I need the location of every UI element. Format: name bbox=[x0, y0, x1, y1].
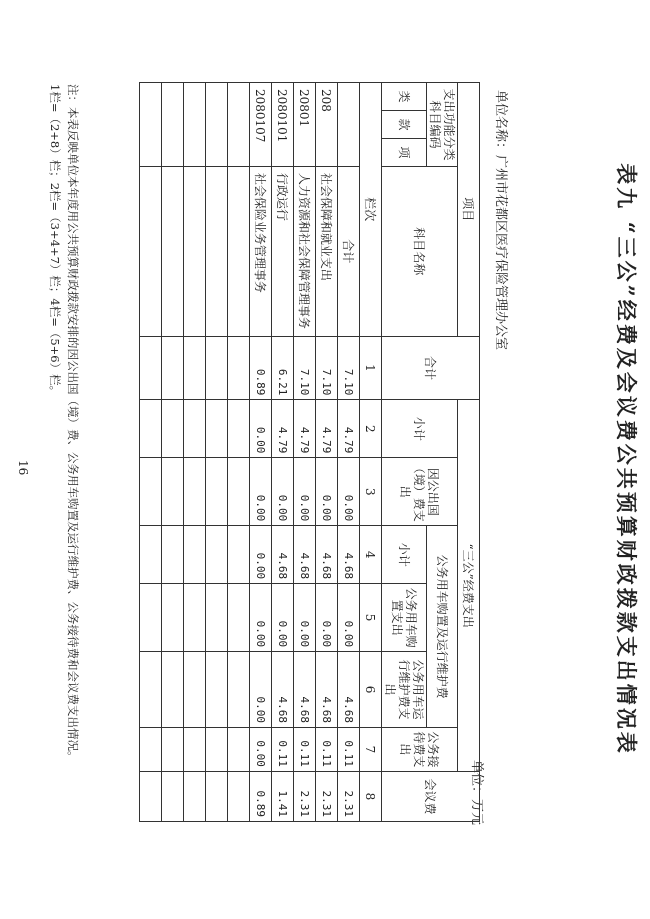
empty-row bbox=[162, 83, 184, 822]
row-value: 0.00 bbox=[294, 458, 316, 526]
empty-cell bbox=[140, 727, 162, 771]
row-value: 2.31 bbox=[338, 771, 360, 821]
header-subject-name: 科目名称 bbox=[382, 166, 458, 336]
empty-cell bbox=[184, 771, 206, 821]
header-project: 项目 bbox=[458, 83, 480, 337]
empty-cell bbox=[184, 166, 206, 336]
row-value: 0.00 bbox=[338, 584, 360, 652]
empty-cell bbox=[140, 584, 162, 652]
table-row bbox=[272, 83, 294, 822]
row-value: 4.68 bbox=[272, 652, 294, 728]
col-num: 2 bbox=[360, 400, 382, 458]
table-row bbox=[316, 83, 338, 822]
row-value: 2.31 bbox=[316, 771, 338, 821]
row-subject-name: 人力资源和社会保障管理事务 bbox=[294, 166, 316, 336]
row-value: 7.10 bbox=[338, 336, 360, 400]
row-code: 20801 bbox=[294, 83, 316, 167]
empty-cell bbox=[162, 400, 184, 458]
col-num: 5 bbox=[360, 584, 382, 652]
row-value: 0.11 bbox=[294, 727, 316, 771]
header-sangong: “三公”经费支出 bbox=[458, 400, 480, 772]
table-row bbox=[338, 83, 360, 822]
empty-cell bbox=[206, 727, 228, 771]
empty-row bbox=[184, 83, 206, 822]
empty-cell bbox=[140, 526, 162, 584]
row-subject-name: 合计 bbox=[338, 166, 360, 336]
col-num: 3 bbox=[360, 458, 382, 526]
empty-cell bbox=[162, 771, 184, 821]
row-code: 2080101 bbox=[272, 83, 294, 167]
empty-cell bbox=[228, 166, 250, 336]
empty-cell bbox=[140, 400, 162, 458]
row-value: 7.10 bbox=[294, 336, 316, 400]
row-value: 4.68 bbox=[294, 652, 316, 728]
table-row bbox=[250, 83, 272, 822]
empty-cell bbox=[184, 584, 206, 652]
header-vehicle-purchase: 公务用车购置支出 bbox=[382, 584, 427, 652]
empty-cell bbox=[162, 652, 184, 728]
header-abroad: 因公出国（境）费支出 bbox=[382, 458, 458, 526]
empty-cell bbox=[228, 652, 250, 728]
expenditure-table bbox=[139, 82, 480, 822]
empty-cell bbox=[228, 458, 250, 526]
empty-cell bbox=[162, 166, 184, 336]
col-num: 4 bbox=[360, 526, 382, 584]
header-xiaoji: 小计 bbox=[382, 400, 458, 458]
row-value: 6.21 bbox=[272, 336, 294, 400]
empty-cell bbox=[162, 458, 184, 526]
row-value: 2.31 bbox=[294, 771, 316, 821]
header-lanci-row bbox=[360, 83, 382, 822]
row-value: 0.00 bbox=[250, 526, 272, 584]
page-number: 16 bbox=[16, 460, 30, 476]
empty-cell bbox=[184, 727, 206, 771]
empty-cell bbox=[162, 83, 184, 167]
header-vehicle-group: 公务用车购置及运行维护费 bbox=[427, 526, 458, 728]
empty-cell bbox=[140, 166, 162, 336]
unit-name: 单位名称：广州市花都区医疗保险管理办公室 bbox=[493, 90, 508, 351]
footnote bbox=[46, 84, 82, 884]
row-subject-name: 社会保险业务管理事务 bbox=[250, 166, 272, 336]
row-value: 0.00 bbox=[272, 458, 294, 526]
row-value: 0.00 bbox=[338, 458, 360, 526]
empty-cell bbox=[206, 584, 228, 652]
page-title: 表九 “三公”经费及会议费公共预算财政拨款支出情况表 bbox=[614, 163, 639, 756]
row-value: 0.00 bbox=[250, 584, 272, 652]
header-lanci: 栏次 bbox=[360, 83, 382, 337]
table-row bbox=[294, 83, 316, 822]
row-value: 4.68 bbox=[338, 652, 360, 728]
empty-cell bbox=[184, 83, 206, 167]
empty-cell bbox=[206, 771, 228, 821]
row-value: 0.11 bbox=[272, 727, 294, 771]
row-value: 0.00 bbox=[316, 458, 338, 526]
empty-cell bbox=[228, 771, 250, 821]
empty-cell bbox=[184, 652, 206, 728]
row-value: 0.11 bbox=[316, 727, 338, 771]
unit-amount: 单位：万元 bbox=[469, 760, 484, 826]
row-value: 4.79 bbox=[294, 400, 316, 458]
header-heji: 合计 bbox=[382, 336, 480, 400]
header-lei: 类 bbox=[382, 83, 427, 111]
empty-cell bbox=[206, 652, 228, 728]
empty-cell bbox=[184, 526, 206, 584]
header-kuan: 款 bbox=[382, 110, 427, 138]
col-num: 6 bbox=[360, 652, 382, 728]
row-value: 4.68 bbox=[294, 526, 316, 584]
row-value: 0.11 bbox=[338, 727, 360, 771]
empty-cell bbox=[140, 771, 162, 821]
row-value: 4.68 bbox=[316, 526, 338, 584]
empty-cell bbox=[228, 336, 250, 400]
row-value: 4.68 bbox=[338, 526, 360, 584]
col-num: 8 bbox=[360, 771, 382, 821]
empty-row bbox=[140, 83, 162, 822]
header-row-1 bbox=[458, 83, 480, 822]
empty-cell bbox=[162, 584, 184, 652]
row-value: 0.00 bbox=[250, 400, 272, 458]
row-value: 4.79 bbox=[316, 400, 338, 458]
row-value: 0.00 bbox=[250, 458, 272, 526]
header-row-2 bbox=[427, 83, 458, 822]
header-vehicle-run: 公务用车运行维护费支出 bbox=[382, 652, 427, 728]
empty-cell bbox=[140, 83, 162, 167]
row-value: 7.10 bbox=[316, 336, 338, 400]
header-vehicle-subtotal: 小计 bbox=[382, 526, 427, 584]
empty-cell bbox=[140, 458, 162, 526]
empty-cell bbox=[206, 166, 228, 336]
empty-cell bbox=[228, 584, 250, 652]
empty-cell bbox=[228, 526, 250, 584]
empty-row bbox=[228, 83, 250, 822]
header-meeting: 会议费 bbox=[382, 771, 480, 821]
empty-cell bbox=[162, 336, 184, 400]
row-value: 4.79 bbox=[338, 400, 360, 458]
row-code: 208 bbox=[316, 83, 338, 167]
row-subject-name: 社会保障和就业支出 bbox=[316, 166, 338, 336]
header-reception: 公务接待费支出 bbox=[382, 727, 458, 771]
empty-cell bbox=[206, 526, 228, 584]
empty-cell bbox=[228, 83, 250, 167]
empty-cell bbox=[228, 400, 250, 458]
row-subject-name: 行政运行 bbox=[272, 166, 294, 336]
empty-cell bbox=[140, 652, 162, 728]
empty-cell bbox=[162, 526, 184, 584]
row-code bbox=[338, 83, 360, 167]
empty-cell bbox=[162, 727, 184, 771]
row-value: 1.41 bbox=[272, 771, 294, 821]
footnote-line-2: 1栏=（2+8）栏；2栏=（3+4+7）栏；4栏=（5+6）栏。 bbox=[48, 84, 62, 398]
row-value: 0.00 bbox=[316, 584, 338, 652]
col-num: 7 bbox=[360, 727, 382, 771]
col-num: 1 bbox=[360, 336, 382, 400]
row-value: 0.00 bbox=[294, 584, 316, 652]
row-value: 4.68 bbox=[272, 526, 294, 584]
header-xiang: 项 bbox=[382, 138, 427, 166]
empty-cell bbox=[206, 458, 228, 526]
empty-cell bbox=[228, 727, 250, 771]
row-value: 4.68 bbox=[316, 652, 338, 728]
empty-cell bbox=[184, 336, 206, 400]
empty-cell bbox=[140, 336, 162, 400]
row-value: 0.00 bbox=[250, 727, 272, 771]
row-value: 0.89 bbox=[250, 771, 272, 821]
empty-cell bbox=[184, 458, 206, 526]
empty-cell bbox=[206, 83, 228, 167]
row-value: 0.89 bbox=[250, 336, 272, 400]
empty-cell bbox=[184, 400, 206, 458]
row-value: 0.00 bbox=[250, 652, 272, 728]
empty-cell bbox=[206, 336, 228, 400]
row-value: 4.79 bbox=[272, 400, 294, 458]
footnote-line-1: 注：本表反映单位本年度用公共预算财政拨款安排的因公出国（境）费、公务用车购置及运行维护费、公务接待费和会议费支出情况。 bbox=[66, 84, 80, 763]
row-value: 0.00 bbox=[272, 584, 294, 652]
row-code: 2080107 bbox=[250, 83, 272, 167]
header-func-class: 支出功能分类科目编码 bbox=[427, 83, 458, 167]
empty-cell bbox=[206, 400, 228, 458]
empty-row bbox=[206, 83, 228, 822]
